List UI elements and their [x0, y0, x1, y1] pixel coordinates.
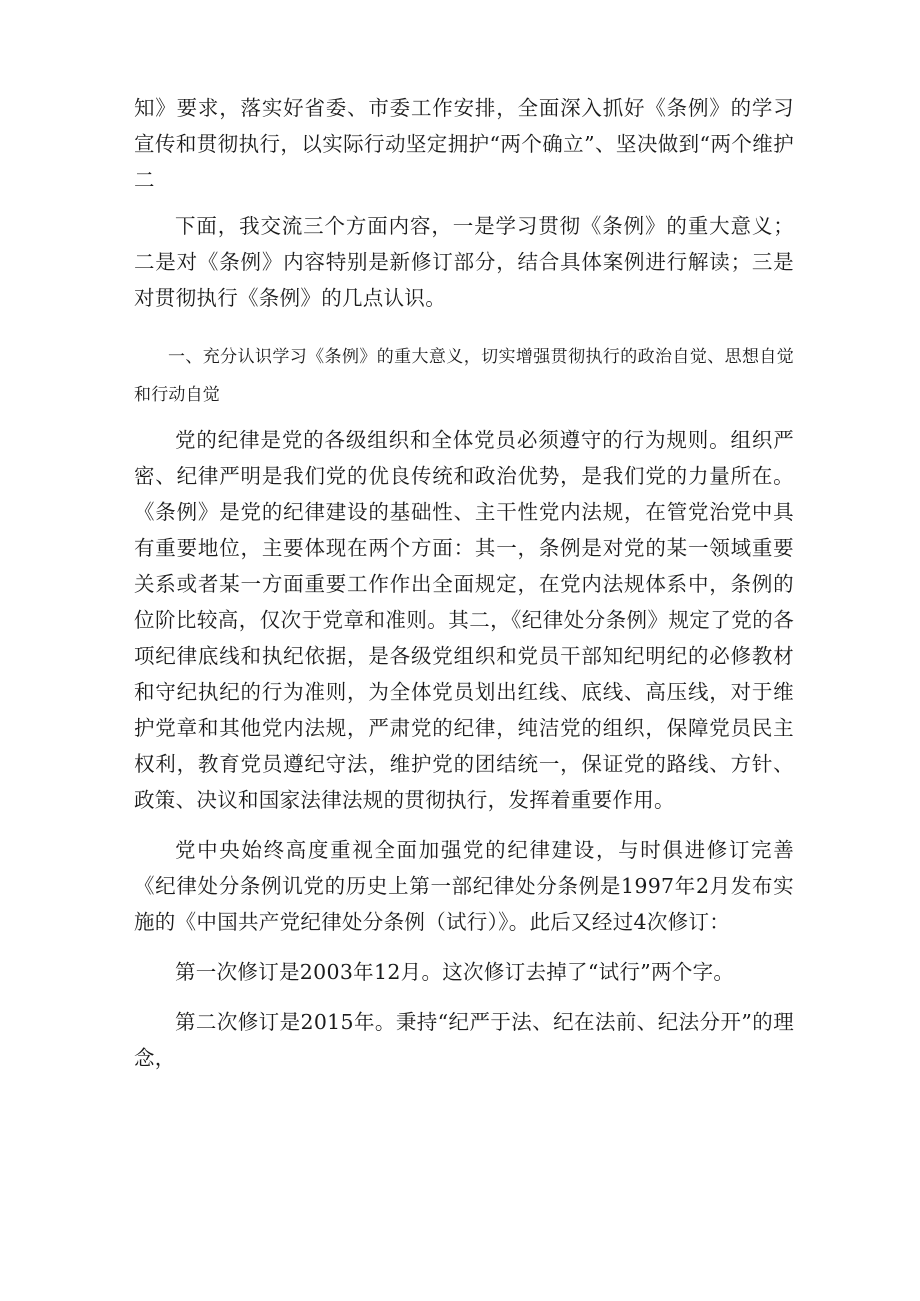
paragraph-party-discipline: 党的纪律是党的各级组织和全体党员必须遵守的行为规则。组织严密、纪律严明是我们党的优良传统和政治优势，是我们党的力量所在。《条例》是党的纪律建设的基础性、主干性党内法规，在管党治党中具有重要地位，主要体现在两个方面：其一，条例是对党的某一领域重要关系或者某一方面重要工作作出全面规定，在党内法规体系中，条例的位阶比较高，仅次于党章和准则。其二，《纪律处分条例》规定了党的各项纪律底线和执纪依据，是各级党组织和党员干部知纪明纪的必修教材和守纪执纪的行为准则，为全体党员划出红线、底线、高压线，对于维护党章和其他党内法规，严肃党的纪律，纯洁党的组织，保障党员民主权利，教育党员遵纪守法，维护党的团结统一，保证党的路线、方针、政策、决议和国家法律法规的贯彻执行，发挥着重要作用。 [134, 428, 794, 812]
paragraph-second-revision: 第二次修订是2015年。秉持“纪严于法、纪在法前、纪法分开”的理念， [134, 1010, 794, 1070]
document-body [134, 90, 794, 1076]
paragraph-requirements-continuation: 知》要求，落实好省委、市委工作安排，全面深入抓好《条例》的学习宣传和贯彻执行，以实际行动坚定拥护“两个确立”、坚决做到“两个维护二 [134, 96, 794, 192]
paragraph-first-revision: 第一次修订是2003年12月。这次修订去掉了“试行”两个字。 [175, 960, 735, 984]
section-heading-significance: 一、充分认识学习《条例》的重大意义，切实增强贯彻执行的政治自觉、思想自觉和行动自觉 [134, 347, 794, 405]
paragraph-outline: 下面，我交流三个方面内容，一是学习贯彻《条例》的重大意义；二是对《条例》内容特别是新修订部分，结合具体案例进行解读；三是对贯彻执行《条例》的几点认识。 [134, 214, 794, 310]
paragraph-regulation-history: 党中央始终高度重视全面加强党的纪律建设，与时俱进修订完善《纪律处分条例讥党的历史上第一部纪律处分条例是1997年2月发布实施的《中国共产党纪律处分条例（试行）》。此后又经过4次修订： [134, 838, 794, 934]
